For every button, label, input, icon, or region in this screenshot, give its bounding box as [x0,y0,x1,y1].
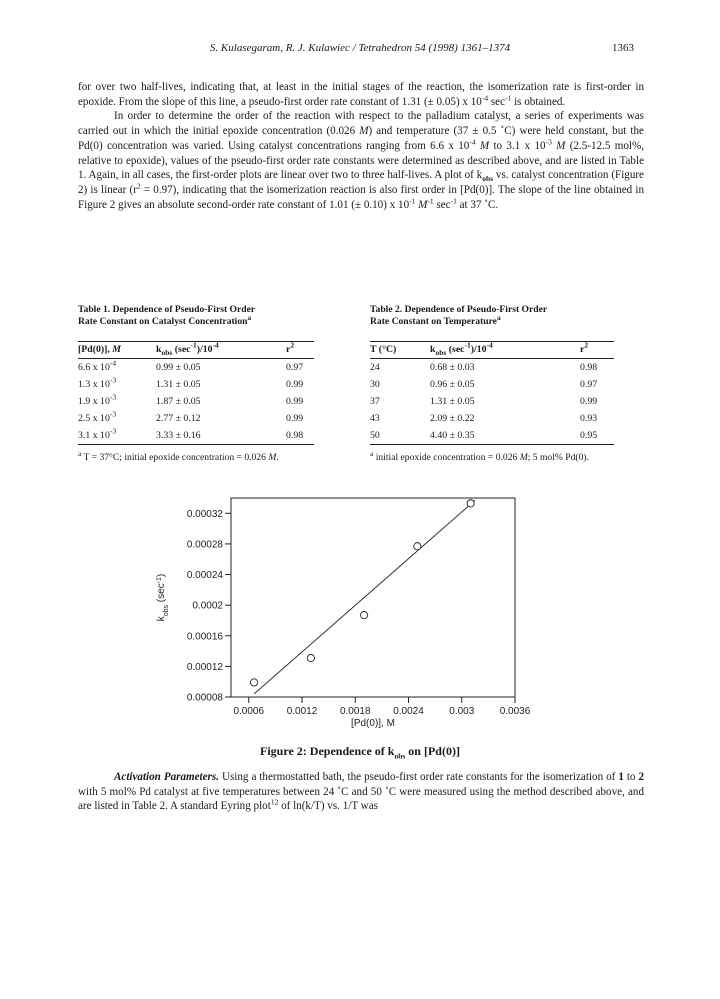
x-axis-label: [Pd(0)], M [351,718,395,729]
data-point [307,654,314,661]
table-2 [370,304,644,463]
table-2-caption: Table 2. Dependence of Pseudo-First Order Rate Constant on Temperature$^a$ [370,304,548,327]
table-row [78,410,314,427]
table-cell: 0.99 [286,379,304,390]
data-point [361,612,368,619]
table-row [370,393,614,410]
column-header: $r^2$ [580,342,614,359]
paragraph-2: In order to determine the order of the reaction with respect to the palladium catalyst, a series of experiments was carried out in which the initial epoxide concentration (0.026 M) and temperature (37 ± 0.5 ˚C) were held constant, but the Pd(0) concentration was varied. Using catalyst concentrations ranging from 6.6 x $10^{-4}$ M to 3.1 x $10^{-3}$ M (2.5-12.5 mol%, relative to epoxide), values of the pseudo-first order rate constants were determined as described above, and are listed in Table 1. Again, in all cases, the first-order plots are linear over two to three half-lives. A plot of $k_{obs}$ vs. catalyst concentration (Figure 2) is linear $(r^2 = 0.97)$, indicating that the isomerization reaction is also first order in [Pd(0)]. The slope of the line obtained in Figure 2 gives an absolute second-order rate constant of 1.01 (± 0.10) x $10^{-1}$ $M^{-1}$ $\sec^{-1}$ at 37 ˚C. [78,110,644,211]
table-cell: 0.99 [286,413,304,424]
table-cell: 1.87 ± 0.05 [156,396,201,407]
table-cell: 0.99 [580,396,598,407]
table-cell: 30 [370,379,380,390]
table-cell: 24 [370,362,380,373]
table-2-footnote: $^a$ initial epoxide concentration = 0.026 M; 5 mol% Pd(0). [370,448,589,463]
activation-paragraph [78,770,644,814]
table-cell: 2.5 x $10^{-3}$ [78,409,117,424]
page-number: 1363 [612,42,634,54]
table-cell: 3.33 ± 0.16 [156,427,286,445]
table-row [78,393,314,410]
column-header: $r^2$ [286,342,314,359]
figure-2-caption: Figure 2: Dependence of $k_{obs}$ on [Pd(0)] [260,744,460,761]
table-row [370,376,614,393]
table-1-grid [78,341,314,445]
table-cell: 37 [370,396,380,407]
column-header: [Pd(0)], M [78,342,156,359]
paragraph-1: for over two half-lives, indicating that, at least in the initial stages of the reaction, the isomerization rate is first-order in epoxide. From the slope of this line, a pseudo-first order rate constant of 1.31 (± 0.05) x $10^{-4}$ $\sec^{-1}$ is obtained. [78,81,644,108]
table-cell: 1.31 ± 0.05 [156,379,201,390]
table-cell: 50 [370,427,430,445]
table-cell: 0.99 [286,396,304,407]
table-header-row [78,342,314,359]
x-tick-label: 0.003 [449,706,475,717]
table-cell: 0.98 [580,362,598,373]
table-row [78,359,314,377]
table-cell: 0.95 [580,427,614,445]
y-tick-label: 0.00024 [186,570,223,582]
running-head: S. Kulasegaram, R. J. Kulawiec / Tetrahedron 54 (1998) 1361–1374 [209,42,511,54]
table-2-grid [370,341,614,445]
table-cell: 1.9 x $10^{-3}$ [78,392,117,407]
table-cell: 43 [370,413,380,424]
table-cell: 0.98 [286,427,314,445]
table-cell: 6.6 x $10^{-4}$ [78,358,117,373]
x-tick-label: 0.0024 [393,706,424,717]
table-cell: 3.1 x $10^{-3}$ [78,427,156,445]
table-row [78,376,314,393]
figure-2 [150,492,570,747]
body-text [78,80,644,212]
table-cell: 1.31 ± 0.05 [430,396,475,407]
table-cell: 0.99 ± 0.05 [156,362,201,373]
kobs-vs-pd-chart [150,492,570,742]
table-cell: 4.40 ± 0.35 [430,427,580,445]
plot-frame [231,498,515,697]
y-tick-label: 0.00012 [186,661,223,673]
table-cell: 0.93 [580,413,598,424]
x-tick-label: 0.0036 [499,706,531,717]
paragraph-3: Activation Parameters. Using a thermostatted bath, the pseudo-first order rate constants for the isomerization of 1 to 2 with 5 mol% Pd catalyst at five temperatures between 24 ˚C and 50 ˚C were measured using the method described above, and are listed in Table 2. A standard Eyring plot$^{12}$ of ln(k/T) vs. 1/T was [78,771,644,813]
x-tick-label: 0.0006 [233,706,265,717]
table-row [370,359,614,377]
table-1-caption: Table 1. Dependence of Pseudo-First Order Rate Constant on Catalyst Concentration$^a$ [78,304,256,327]
y-tick-label: 0.00032 [186,508,223,520]
column-header: $k_{obs}$ $(\sec^{-1})/10^{-4}$ [430,342,580,359]
table-cell: 1.3 x $10^{-3}$ [78,375,117,390]
x-tick-label: 0.0018 [339,706,371,717]
column-header: $k_{obs}$ $(\sec^{-1})/10^{-4}$ [156,342,286,359]
y-tick-label: 0.00016 [186,631,223,643]
table-header-row [370,342,614,359]
y-tick-label: 0.0002 [192,600,223,612]
table-cell: 0.96 ± 0.05 [430,379,475,390]
section-title: Activation Parameters. [114,771,219,783]
table-cell: 0.97 [580,379,598,390]
table-1-footnote: $^a$ T = 37°C; initial epoxide concentration = 0.026 M. [78,448,279,463]
data-point [250,679,257,686]
column-header: T (°C) [370,342,430,359]
table-1 [78,304,340,463]
fit-line [254,500,475,694]
table-row [370,427,614,445]
table-cell: 0.97 [286,362,304,373]
table-cell: 2.09 ± 0.22 [430,413,475,424]
table-cell: 2.77 ± 0.12 [156,413,201,424]
data-point [467,500,474,507]
table-cell: 0.68 ± 0.03 [430,362,475,373]
y-tick-label: 0.00028 [186,539,223,551]
x-tick-label: 0.0012 [286,706,318,717]
table-row [78,427,314,445]
y-tick-label: 0.00008 [186,692,223,704]
y-axis-label: $k_{obs}$ $(\sec^{-1})$ [155,573,170,622]
table-row [370,410,614,427]
data-point [414,543,421,550]
